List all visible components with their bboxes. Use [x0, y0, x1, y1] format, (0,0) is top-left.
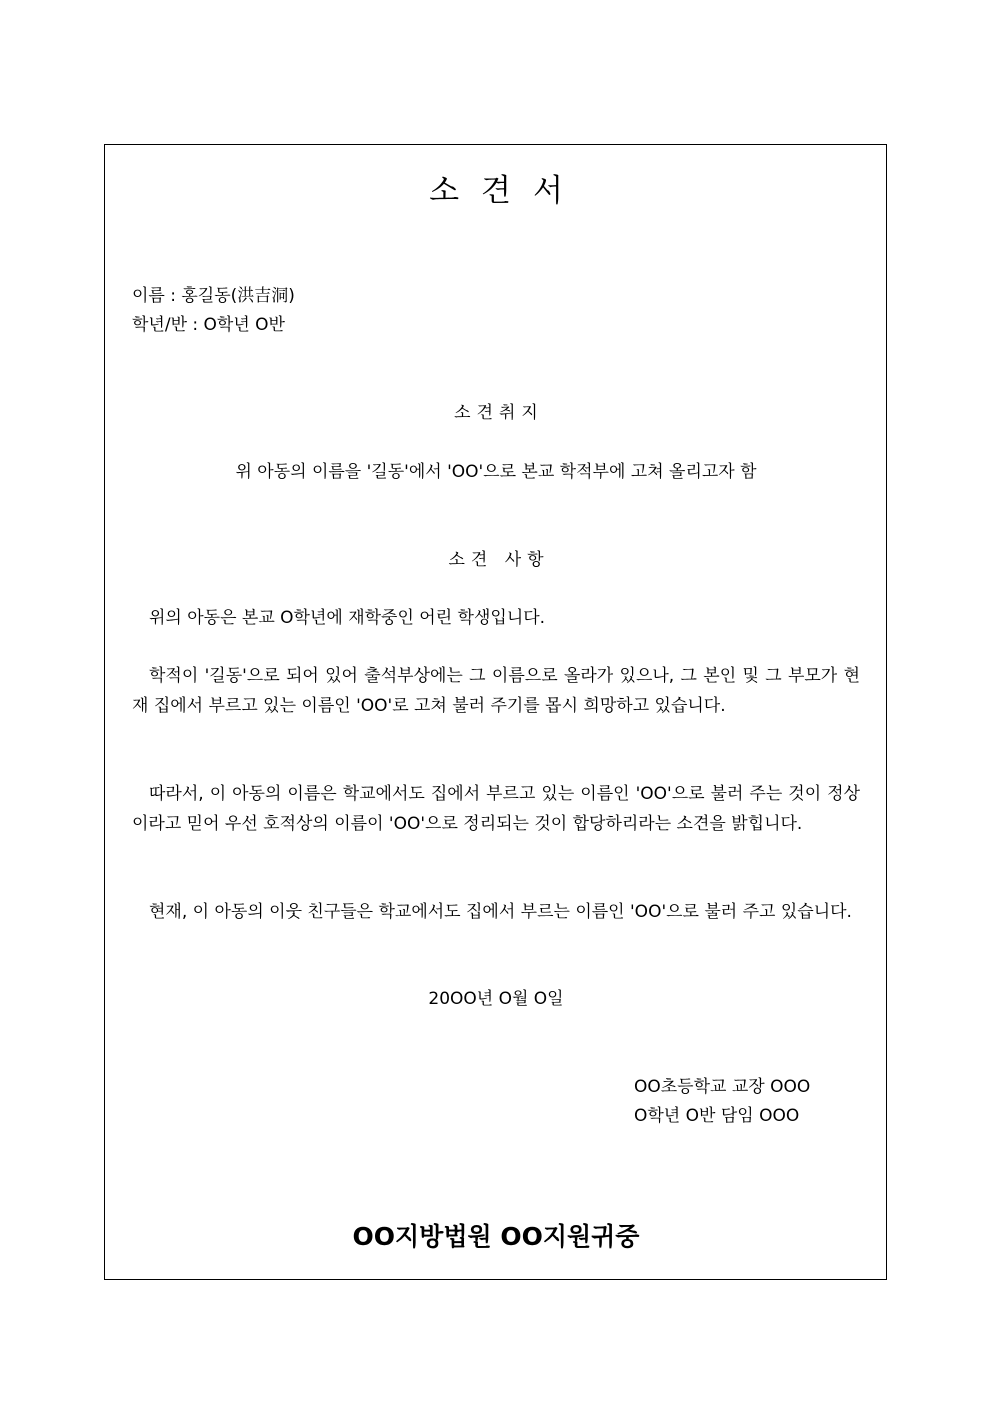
addressee: OO지방법원 OO지원귀중: [352, 1222, 640, 1251]
matters-heading: 소견 사항: [448, 550, 550, 570]
matters-paragraph: 위의 아동은 본교 O학년에 재학중인 어린 학생입니다.: [149, 608, 546, 628]
document-title: 소견서: [429, 173, 585, 209]
student-name-line: 이름 : 홍길동(洪吉洞): [132, 286, 295, 306]
matters-paragraph: 현재, 이 아동의 이웃 친구들은 학교에서도 집에서 부르는 이름인 'OO'으로 불러 주고 있습니다.: [149, 902, 852, 922]
signer-teacher: O학년 O반 담임 OOO: [634, 1106, 800, 1126]
matters-paragraph: 따라서, 이 아동의 이름은 학교에서도 집에서 부르고 있는 이름인 'OO'으로 불러 주는 것이 정상이라고 믿어 우선 호적상의 이름이 'OO'으로 정리되는 것이 합당하리라는 소견을 밝힙니다.: [132, 784, 860, 834]
student-class-line: 학년/반 : O학년 O반: [132, 315, 285, 335]
signer-principal: OO초등학교 교장 OOO: [634, 1077, 811, 1097]
purpose-heading: 소견취지: [454, 403, 544, 423]
document-date: 20OO년 O월 O일: [428, 989, 564, 1009]
matters-paragraph: 학적이 '길동'으로 되어 있어 출석부상에는 그 이름으로 올라가 있으나, 그 본인 및 그 부모가 현재 집에서 부르고 있는 이름인 'OO'로 고쳐 불러 주기를 몹시 희망하고 있습니다.: [132, 666, 860, 716]
purpose-text: 위 아동의 이름을 '길동'에서 'OO'으로 본교 학적부에 고쳐 올리고자 함: [235, 462, 757, 482]
